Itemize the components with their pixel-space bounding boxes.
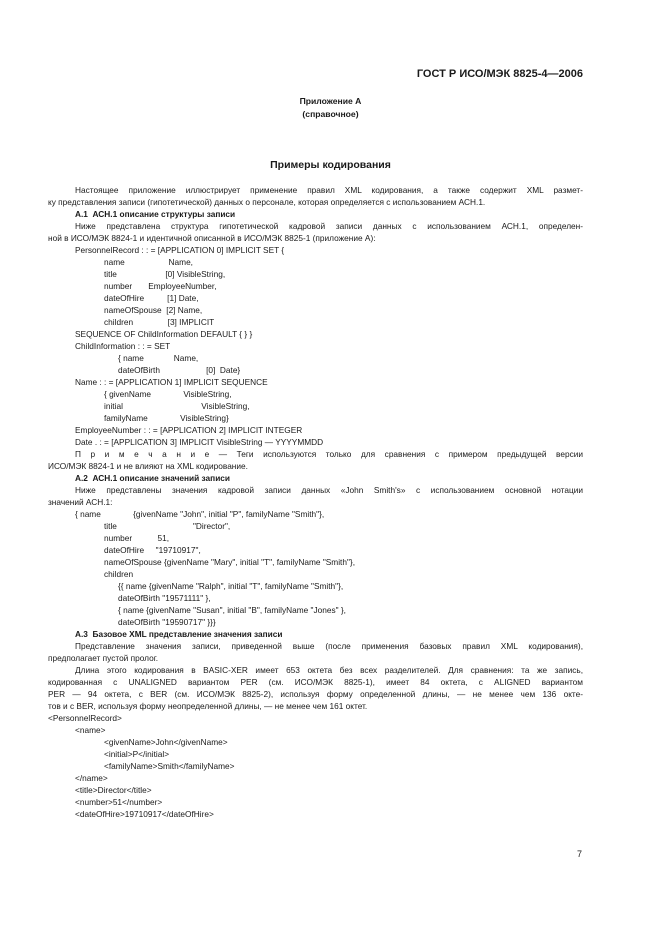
text-line: ку представления записи (гипотетической) данных о персонале, которая определяется с использованием АСН.1.	[48, 197, 486, 207]
text-line: предполагает пустой пролог.	[48, 653, 159, 663]
text-line: Name : : = [APPLICATION 1] IMPLICIT SEQUENCE	[75, 377, 268, 387]
text-line: Date . : = [APPLICATION 3] IMPLICIT VisibleString — YYYYMMDD	[75, 437, 324, 447]
text-line: кодированная с UNALIGNED вариантом PER (см. ИСО/МЭК 8825-1), имеет 84 октета, с ALIGNED вариантом	[48, 677, 583, 687]
page-number: 7	[576, 849, 582, 859]
text-line: Представление значения записи, приведенной выше (после применения базовых правил XML кодирования),	[75, 641, 583, 651]
text-line: number EmployeeNumber,	[104, 281, 217, 291]
text-line: title "Director",	[104, 521, 231, 531]
text-line: Длина этого кодирования в BASIC-XER имеет 653 октета без всех разделителей. Для сравнения: та же запись,	[75, 665, 583, 675]
text-line: <title>Director</title>	[75, 785, 152, 795]
text-line: initial VisibleString,	[104, 401, 250, 411]
subsection-heading: А.3 Базовое XML представление значения записи	[75, 629, 283, 639]
text-line: </name>	[75, 773, 108, 783]
annex-title: Приложение А	[299, 96, 362, 106]
text-line: { givenName VisibleString,	[104, 389, 232, 399]
document-body	[48, 184, 583, 820]
text-line: dateOfBirth "19571111" },	[118, 593, 211, 603]
text-line: familyName VisibleString}	[104, 413, 229, 423]
text-line: ной в ИСО/МЭК 8824-1 и идентичной описанной в ИСО/МЭК 8825-1 (приложение А):	[48, 233, 376, 243]
text-line: {{ name {givenName "Ralph", initial "T", familyName "Smith"},	[118, 581, 344, 591]
subsection-heading: А.2 АСН.1 описание значений записи	[75, 473, 231, 483]
text-line: { name Name,	[118, 353, 199, 363]
text-line: <name>	[75, 725, 106, 735]
text-line: <initial>P</initial>	[104, 749, 170, 759]
text-line: PER — 94 октета, с BER (см. ИСО/МЭК 8825-2), используя форму определенной длины, — не менее чем 136 окте-	[48, 689, 583, 699]
text-line: children	[104, 569, 134, 579]
text-line: ИСО/МЭК 8824-1 и не влияют на XML кодирование.	[48, 461, 248, 471]
text-line: { name {givenName "Susan", initial "B", familyName "Jones" },	[118, 605, 346, 615]
text-line: EmployeeNumber : : = [APPLICATION 2] IMPLICIT INTEGER	[75, 425, 303, 435]
text-line: Настоящее приложение иллюстрирует применение правил XML кодирования, а также содержит XML размет-	[75, 185, 583, 195]
text-line: Ниже представлены значения кадровой записи данных «John Smith's» с использованием основной нотации	[75, 485, 583, 495]
text-line: name Name,	[104, 257, 193, 267]
text-line: <PersonnelRecord>	[48, 713, 122, 723]
section-title: Примеры кодирования	[270, 159, 391, 171]
document-header: ГОСТ Р ИСО/МЭК 8825-4—2006	[416, 68, 583, 80]
text-line: ChildInformation : : = SET	[75, 341, 171, 351]
text-line: { name {givenName "John", initial "P", familyName "Smith"},	[75, 509, 325, 519]
text-line: title [0] VisibleString,	[104, 269, 226, 279]
text-line: <number>51</number>	[75, 797, 163, 807]
text-line: number 51,	[104, 533, 170, 543]
text-line: <givenName>John</givenName>	[104, 737, 228, 747]
annex-heading	[0, 95, 661, 121]
text-line: Ниже представлена структура гипотетической кадровой записи данных с использованием АСН.1, определен-	[75, 221, 583, 231]
subsection-heading: А.1 АСН.1 описание структуры записи	[75, 209, 236, 219]
text-line: nameOfSpouse [2] Name,	[104, 305, 203, 315]
text-line: PersonnelRecord : : = [APPLICATION 0] IMPLICIT SET {	[75, 245, 285, 255]
text-line: тов и с BER, используя форму неопределенной длины, — не менее чем 161 октет.	[48, 701, 368, 711]
text-line: dateOfHire "19710917",	[104, 545, 201, 555]
text-line: <dateOfHire>19710917</dateOfHire>	[75, 809, 214, 819]
text-line: nameOfSpouse {givenName "Mary", initial "T", familyName "Smith"},	[104, 557, 355, 567]
text-line: <familyName>Smith</familyName>	[104, 761, 235, 771]
text-line: П р и м е ч а н и е — Теги используются только для сравнения с примером предыдущей версии	[75, 449, 583, 459]
text-line: dateOfBirth [0] Date}	[118, 365, 241, 375]
text-line: dateOfBirth "19590717" }}}	[118, 617, 216, 627]
text-line: значений АСН.1:	[48, 497, 113, 507]
text-line: SEQUENCE OF ChildInformation DEFAULT { } }	[75, 329, 253, 339]
text-line: dateOfHire [1] Date,	[104, 293, 199, 303]
annex-subtitle: (справочное)	[302, 109, 359, 119]
text-line: children [3] IMPLICIT	[104, 317, 215, 327]
